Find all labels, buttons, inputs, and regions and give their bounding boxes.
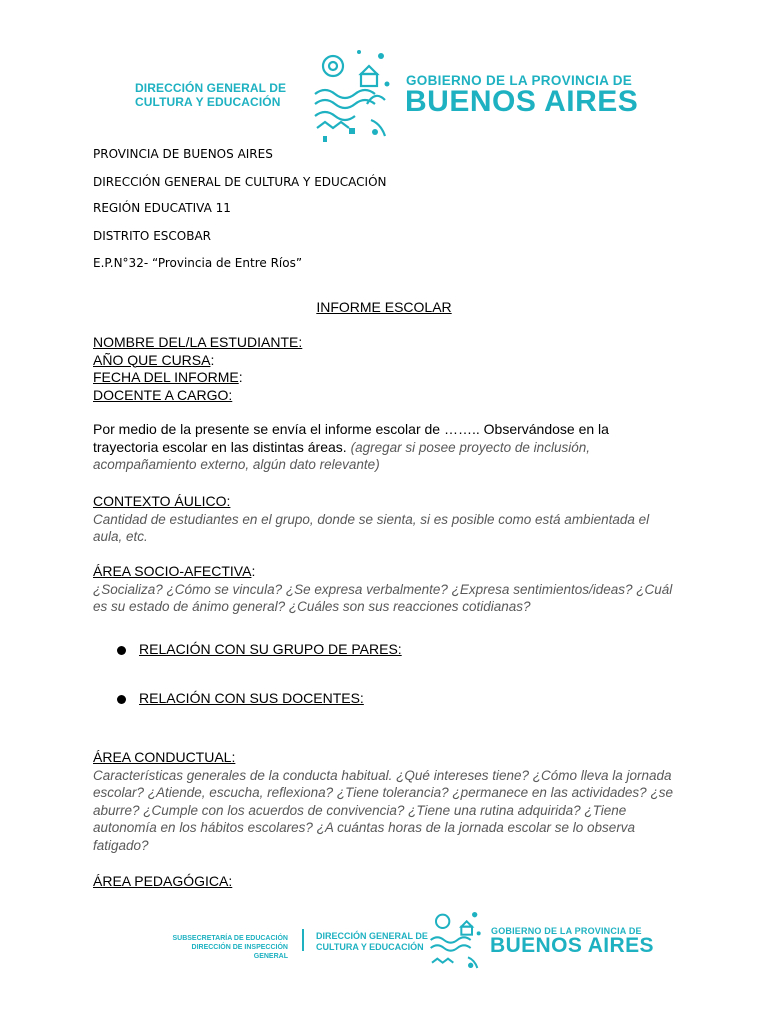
- field-student-name: NOMBRE DEL/LA ESTUDIANTE:: [93, 334, 303, 350]
- socio-hint: ¿Socializa? ¿Cómo se vincula? ¿Se expresa verbalmente? ¿Expresa sentimientos/ideas? ¿Cuál es su estado de ánimo general? ¿Cuáles son sus reacciones cotidianas?: [93, 581, 673, 615]
- heading-line-direction: DIRECCIÓN GENERAL DE CULTURA Y EDUCACIÓN: [93, 175, 387, 189]
- socio-heading: [93, 563, 673, 581]
- section-socio: [93, 563, 673, 616]
- footer-gob-line2: BUENOS AIRES: [490, 934, 654, 957]
- field-date-colon: :: [238, 369, 243, 386]
- bullet-dot-peers: [117, 646, 126, 655]
- field-year-label: AÑO QUE CURSA: [93, 351, 211, 368]
- contexto-heading: CONTEXTO ÁULICO:: [93, 493, 231, 509]
- gob-line1: GOBIERNO DE LA PROVINCIA DE: [406, 73, 633, 88]
- provincial-seal-icon: [311, 44, 395, 144]
- heading-line-province: PROVINCIA DE BUENOS AIRES: [93, 147, 273, 161]
- dgce-logo-line1: DIRECCIÓN GENERAL DE: [135, 81, 287, 95]
- gob-line2: BUENOS AIRES: [405, 85, 639, 118]
- footer-sub-line1: SUBSECRETARÍA DE EDUCACIÓN: [172, 935, 288, 942]
- intro-paragraph: [93, 421, 673, 474]
- footer-sub-line2: DIRECCIÓN DE INSPECCIÓN GENERAL: [191, 944, 288, 960]
- contexto-hint: Cantidad de estudiantes en el grupo, donde se sienta, si es posible como está ambientada el aula, etc.: [93, 511, 650, 545]
- fields-block: [93, 334, 673, 404]
- section-conductual: [93, 749, 673, 855]
- bullet-peers: RELACIÓN CON SU GRUPO DE PARES:: [139, 641, 402, 657]
- field-year: [93, 352, 673, 370]
- socio-heading-label: ÁREA SOCIO-AFECTIVA: [93, 563, 252, 579]
- field-date: [93, 369, 673, 387]
- footer-subsecretaria: [170, 934, 288, 961]
- footer-separator: [302, 929, 304, 951]
- dgce-logo: [135, 81, 286, 109]
- field-date-label: FECHA DEL INFORME: [93, 369, 239, 386]
- footer-gob-line1: GOBIERNO DE LA PROVINCIA DE: [491, 926, 642, 936]
- dgce-logo-line2: CULTURA Y EDUCACIÓN: [135, 95, 281, 109]
- document-title: INFORME ESCOLAR: [316, 299, 452, 315]
- field-teacher: DOCENTE A CARGO:: [93, 386, 233, 403]
- intro-text: Por medio de la presente se envía el informe escolar de …….. Observándose en la trayectoria escolar en las distintas áreas.: [93, 421, 609, 455]
- heading-line-district: DISTRITO ESCOBAR: [93, 229, 211, 243]
- heading-line-region: REGIÓN EDUCATIVA 11: [93, 201, 231, 215]
- heading-line-school: E.P.N°32- “Provincia de Entre Ríos”: [93, 256, 303, 270]
- conductual-heading: ÁREA CONDUCTUAL:: [93, 749, 236, 765]
- intro-hint: (agregar si posee proyecto de inclusión, acompañamiento externo, algún dato relevante): [93, 439, 590, 473]
- bullet-dot-teachers: [117, 695, 126, 704]
- footer-dgce-line2: CULTURA Y EDUCACIÓN: [316, 942, 424, 952]
- footer-seal-icon: [428, 905, 484, 975]
- bullet-teachers: RELACIÓN CON SUS DOCENTES:: [139, 690, 364, 706]
- field-year-colon: :: [210, 351, 215, 368]
- footer-dgce-logo: [316, 931, 428, 953]
- socio-heading-colon: :: [251, 563, 256, 579]
- section-contexto: [93, 493, 673, 546]
- footer-dgce-line1: DIRECCIÓN GENERAL DE: [316, 931, 428, 941]
- conductual-hint: Características generales de la conducta habitual. ¿Qué intereses tiene? ¿Cómo lleva la jornada escolar? ¿Atiende, escucha, reflexiona? ¿Tiene tolerancia? ¿permanece en las actividades? ¿se aburre? ¿Cumple con los acuerdos de convivencia? ¿Tiene una rutina adquirida? ¿Tiene autonomía en los hábitos escolares? ¿A cuántas horas de la jornada escolar se lo observa fatigado?: [93, 767, 673, 853]
- pedagogica-heading: ÁREA PEDAGÓGICA:: [93, 873, 233, 889]
